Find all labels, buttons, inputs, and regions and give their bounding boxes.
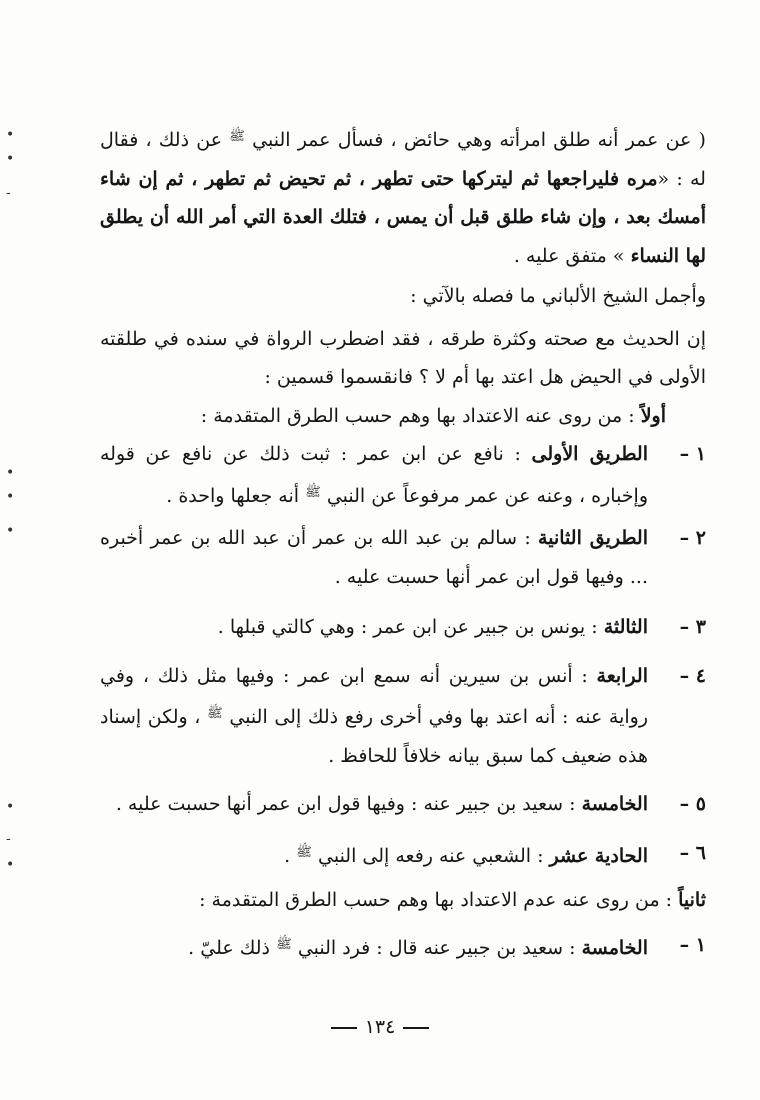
list-item xyxy=(100,926,706,968)
item-text: : سالم بن عبد الله بن عمر أن عبد الله بن عمر أخبره ... وفيها قول ابن عمر أنها حسبت عليه . xyxy=(100,527,648,588)
item-text: : نافع عن ابن عمر : ثبت ذلك عن نافع عن قوله وإخباره ، وعنه عن عمر مرفوعاً عن النبي xyxy=(100,443,648,507)
list-item xyxy=(100,608,706,647)
salutation-mark: ﷺ xyxy=(305,484,321,500)
salutation-mark: ﷺ xyxy=(229,129,245,144)
section-first xyxy=(100,397,706,436)
item-text: : أنس بن سيرين أنه سمع ابن عمر : وفيها مثل ذلك ، وفي رواية عنه : أنه اعتد بها وفي أخرى رفع ذلك إلى النبي xyxy=(100,664,648,728)
item-text-continued: أنه جعلها واحدة . xyxy=(166,484,306,507)
section-second-text: : من روى عنه عدم الاعتداد بها وهم حسب الطرق المتقدمة : xyxy=(199,889,679,911)
item-number: ٦ – xyxy=(679,841,706,864)
item-label: الرابعة xyxy=(596,664,648,687)
item-label: الحادية عشر xyxy=(549,844,648,867)
section-second xyxy=(100,881,706,920)
list-item xyxy=(100,834,706,876)
salutation-mark: ﷺ xyxy=(207,706,223,721)
salutation-mark: ﷺ xyxy=(296,844,312,860)
item-label: الخامسة xyxy=(581,936,648,959)
item-label: الطريق الثانية xyxy=(538,527,649,549)
margin-dot-mark: • xyxy=(6,151,15,167)
margin-dot-mark: • xyxy=(6,857,15,873)
item-text: : يونس بن جبير عن ابن عمر : وهي كالتي قبلها . xyxy=(217,616,604,638)
folio-dash-left xyxy=(331,1027,357,1029)
item-text: : سعيد بن جبير عنه قال : فرد النبي xyxy=(297,936,582,959)
hadith-paragraph xyxy=(100,118,706,275)
item-number: ١ – xyxy=(679,443,706,465)
hadith-intro: ( عن عمر أنه طلق امرأته وهي حائض ، فسأل عمر النبي xyxy=(252,129,706,151)
list-item xyxy=(100,785,706,824)
item-number: ٣ – xyxy=(679,616,706,638)
paragraph-isnad: إن الحديث مع صحته وكثرة طرقه ، فقد اضطرب الرواة في سنده في طلقته الأولى في الحيض هل اعتد بها أم لا ؟ فانقسموا قسمين : xyxy=(100,327,706,388)
margin-dot-mark: • xyxy=(6,489,15,505)
section-second-label: ثانياً xyxy=(678,889,706,911)
margin-dot-mark: • xyxy=(6,523,15,539)
item-label: الطريق الأولى xyxy=(531,443,648,465)
hadith-quote: مره فليراجعها ثم ليتركها حتى تطهر ، ثم تحيض ثم تطهر ، ثم إن شاء أمسك بعد ، وإن شاء طلق قبل أن يمس ، فتلك العدة التي أمر الله أن يطلق لها النساء xyxy=(100,167,706,267)
item-number: ٢ – xyxy=(679,527,706,549)
margin-dash-mark: - xyxy=(6,185,11,201)
list-item xyxy=(100,435,706,515)
margin-dash-mark: - xyxy=(6,831,11,847)
item-text-continued: ، ولكن إسناد هذه ضعيف كما سبق بيانه خلافاً للحافظ . xyxy=(100,706,648,767)
hadith-source: » متفق عليه . xyxy=(513,244,625,267)
margin-dot-mark: • xyxy=(6,465,15,481)
item-text-continued: ذلك عليّ . xyxy=(188,936,277,959)
page-body xyxy=(100,118,706,967)
hadith-intro-continued: عن ذلك ، فقال له : « xyxy=(100,129,706,190)
item-number: ٥ – xyxy=(679,793,706,815)
margin-dot-mark: • xyxy=(6,127,15,143)
list-item xyxy=(100,519,706,596)
page-number: ١٣٤ xyxy=(364,1016,396,1038)
section-first-text: : من روى عنه الاعتداد بها وهم حسب الطرق المتقدمة : xyxy=(200,404,641,427)
item-label: الثالثة xyxy=(603,616,648,638)
list-item xyxy=(100,657,706,776)
page-number-footer xyxy=(0,1016,760,1038)
item-text: : سعيد بن جبير عنه : وفيها قول ابن عمر أنها حسبت عليه . xyxy=(115,793,582,815)
section-first-label: أولاً xyxy=(640,404,666,427)
item-number: ٤ – xyxy=(679,664,706,687)
margin-dot-mark: • xyxy=(6,799,15,815)
item-number: ١ – xyxy=(679,933,706,956)
item-text-continued: . xyxy=(284,844,297,867)
salutation-mark: ﷺ xyxy=(276,936,292,952)
folio-dash-right xyxy=(403,1027,429,1029)
item-text: : الشعبي عنه رفعه إلى النبي xyxy=(318,844,550,867)
albani-summary-line: وأجمل الشيخ الألباني ما فصله بالآتي : xyxy=(410,285,706,307)
item-label: الخامسة xyxy=(581,793,648,815)
